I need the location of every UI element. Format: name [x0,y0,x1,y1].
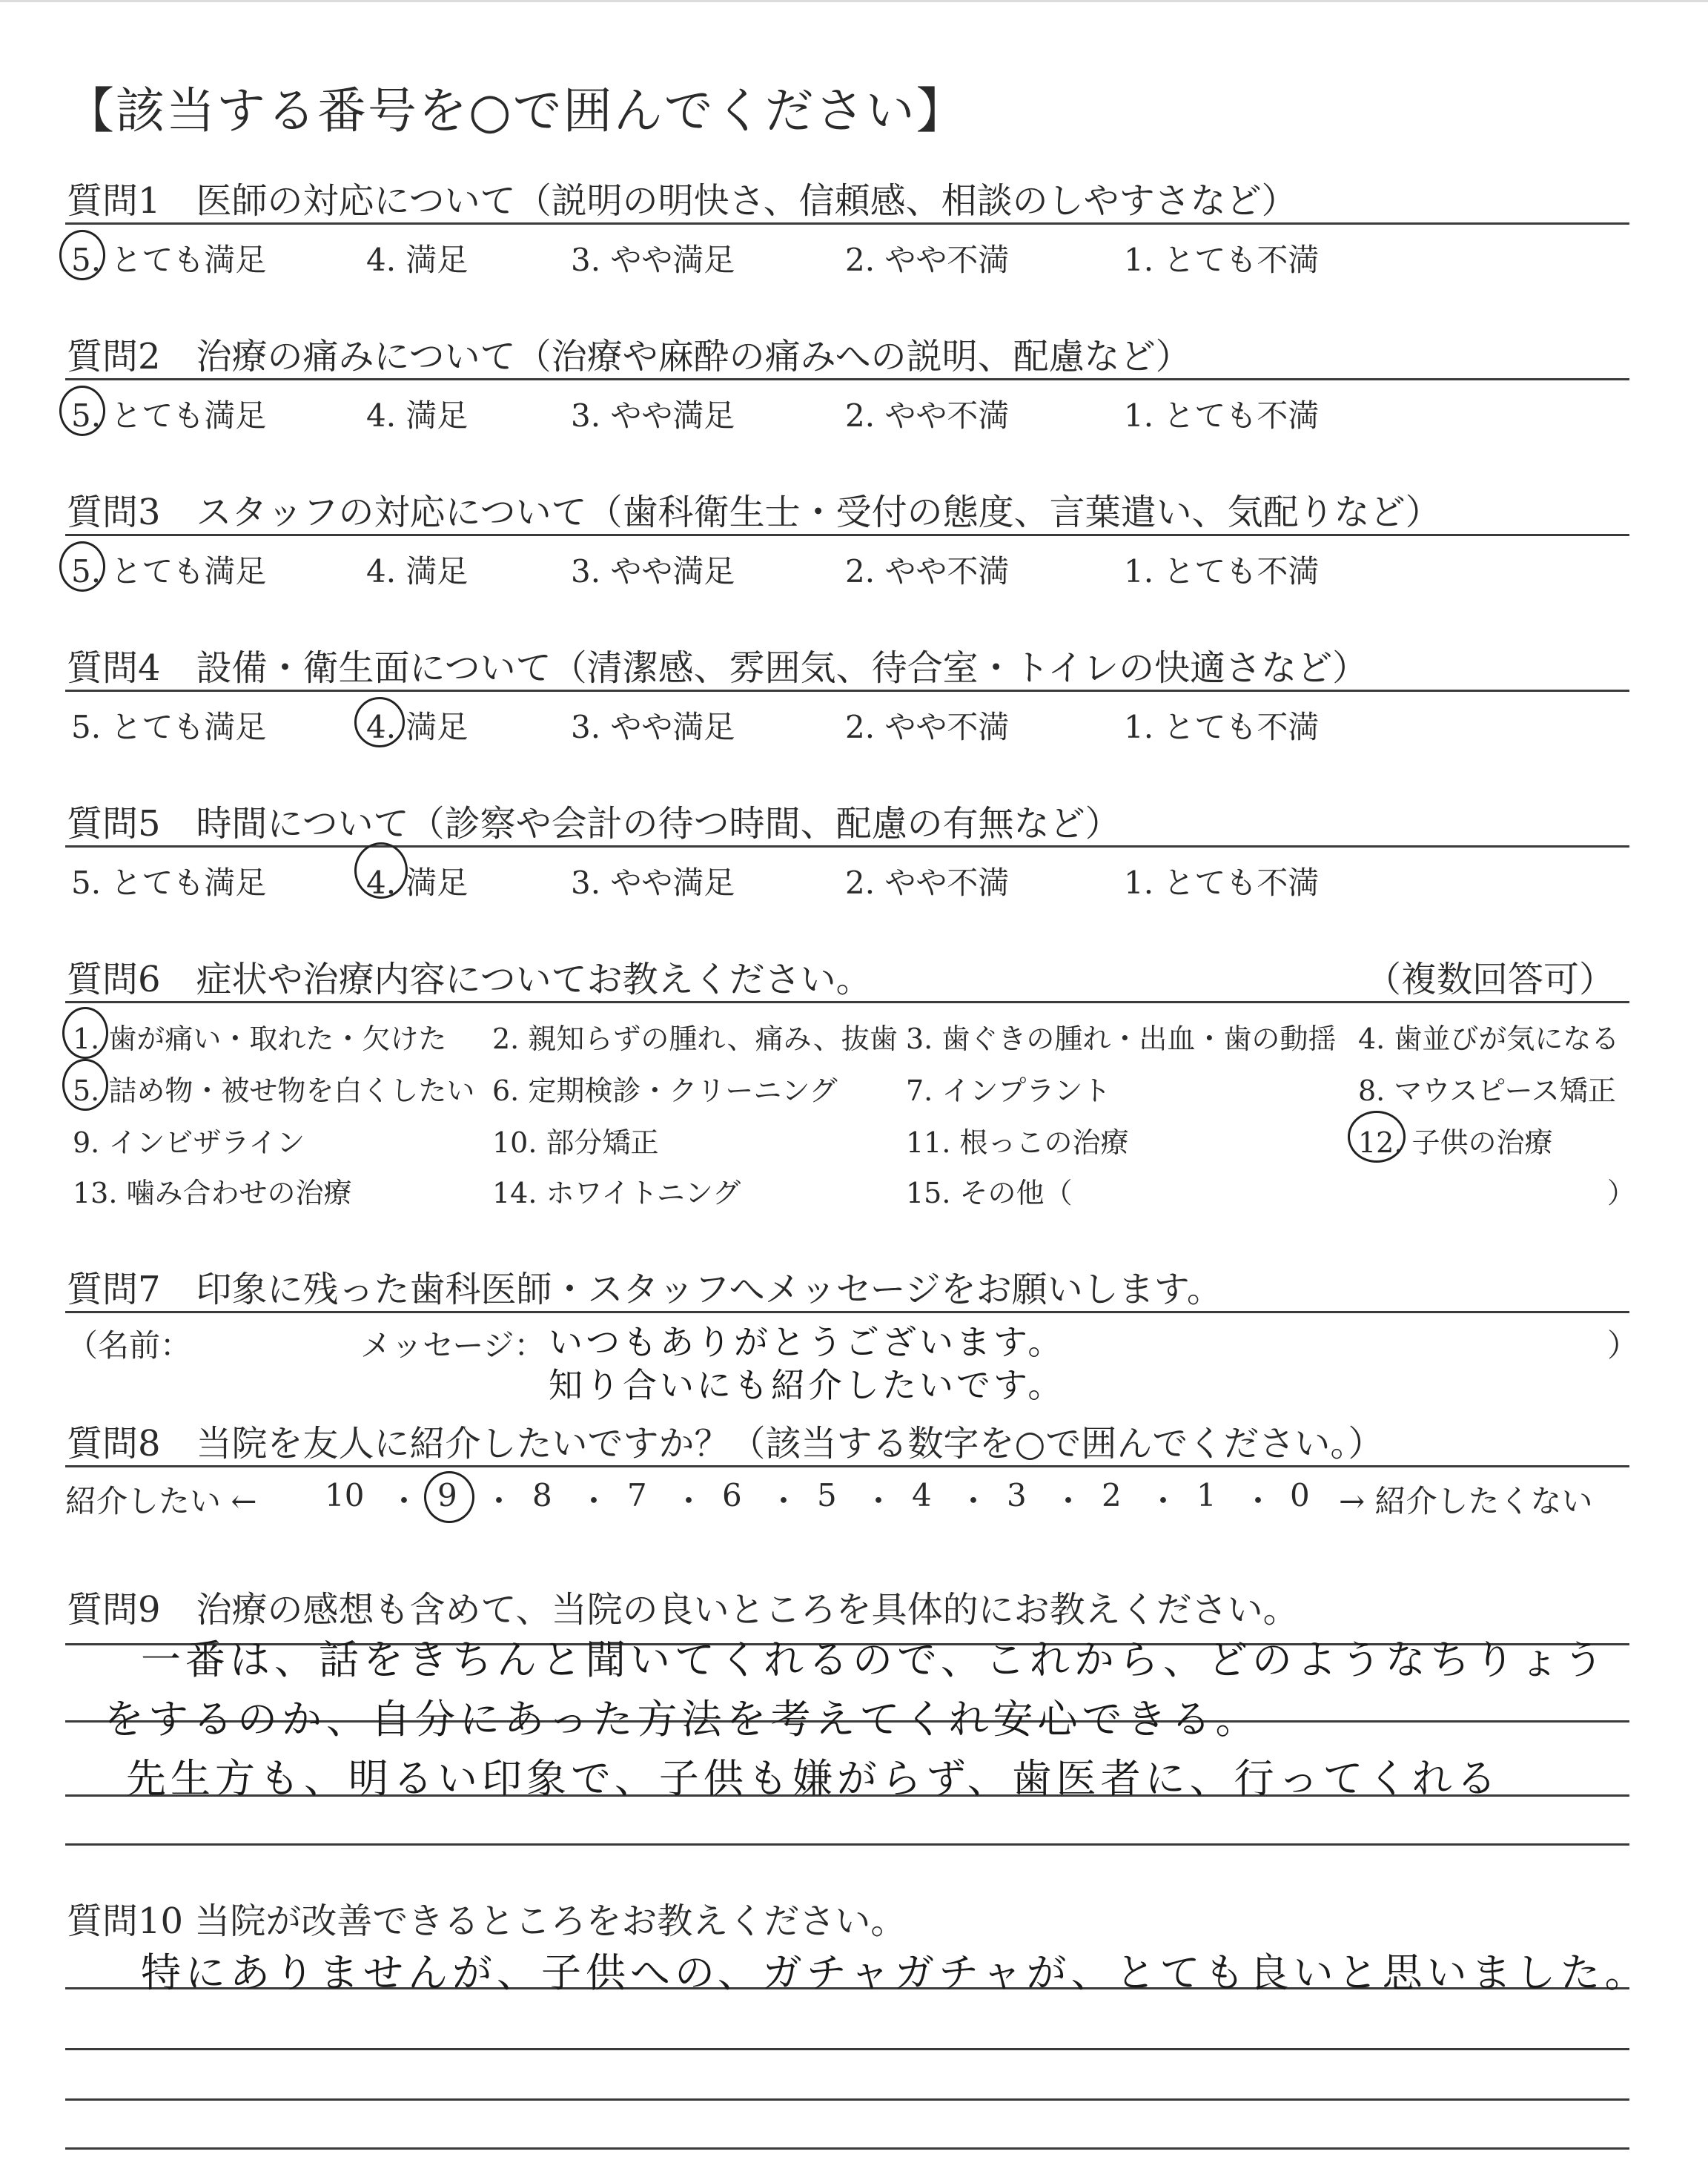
q8-number-1[interactable]: 1 [1196,1477,1217,1513]
q8-separator: ・ [388,1483,420,1519]
q8-separator: ・ [1242,1483,1274,1519]
q9-handwritten-line-2[interactable]: をするのか、自分にあった方法を考えてくれ安心できる。 [104,1696,1260,1743]
question-6-title: 質問6 症状や治療内容についてお教えください。 [67,959,872,1000]
q1-selection-circle [59,230,105,280]
q6-option-15[interactable]: 15. その他（ [906,1177,1073,1209]
rule [65,690,1629,692]
q2-option-5[interactable]: 5. とても満足 [71,397,267,434]
question-3-title: 質問3 スタッフの対応について（歯科衛生士・受付の態度、言葉遣い、気配りなど） [67,492,1441,533]
q8-number-9[interactable]: 9 [437,1477,457,1513]
q3-option-2[interactable]: 2. やや不満 [845,553,1010,589]
q6-option-1-circle [62,1007,108,1059]
q5-option-3[interactable]: 3. やや満足 [571,865,735,901]
q6-option-11[interactable]: 11. 根っこの治療 [906,1126,1129,1159]
q8-separator: ・ [483,1483,515,1519]
q8-separator: ・ [1053,1483,1085,1519]
question-1-title: 質問1 医師の対応について（説明の明快さ、信頼感、相談のしやすさなど） [67,180,1297,222]
q8-selection-circle [424,1471,474,1523]
q6-option-10[interactable]: 10. 部分矯正 [492,1126,659,1159]
q6-option-12-circle [1348,1111,1406,1163]
q9-handwritten-line-3[interactable]: 先生方も、明るい印象で、子供も嫌がらず、歯医者に、行ってくれる [126,1755,1501,1802]
q6-option-8[interactable]: 8. マウスピース矯正 [1358,1074,1616,1107]
message-label: メッセージ： [360,1327,546,1364]
q1-option-3[interactable]: 3. やや満足 [571,242,735,278]
q8-number-4[interactable]: 4 [912,1477,932,1513]
question-6-note: （複数回答可） [1366,959,1615,1000]
q4-selection-circle [354,697,405,747]
q5-option-4[interactable]: 4. 満足 [366,865,469,901]
q6-option-13[interactable]: 13. 噛み合わせの治療 [73,1177,352,1209]
q8-separator: ・ [768,1483,800,1519]
q4-option-2[interactable]: 2. やや不満 [845,709,1010,745]
q6-option-6[interactable]: 6. 定期検診・クリーニング [492,1074,838,1107]
q6-option-5-circle [62,1059,108,1111]
q8-number-0[interactable]: 0 [1290,1477,1310,1513]
rule [65,222,1629,225]
q4-option-4[interactable]: 4. 満足 [366,709,469,745]
q8-right-label: → 紹介したくない [1339,1483,1593,1519]
q10-handwritten-line-1[interactable]: 特にありませんが、子供への、ガチャガチャが、とても良いと思いました。 [141,1949,1649,1996]
rule [65,2048,1629,2050]
q4-option-1[interactable]: 1. とても不満 [1124,709,1320,745]
q8-number-8[interactable]: 8 [532,1477,552,1513]
q3-option-1[interactable]: 1. とても不満 [1124,553,1320,589]
rule [65,2098,1629,2101]
rule [65,845,1629,848]
q5-option-2[interactable]: 2. やや不満 [845,865,1010,901]
q2-option-2[interactable]: 2. やや不満 [845,397,1010,434]
q8-number-6[interactable]: 6 [722,1477,742,1513]
question-8-title: 質問8 当院を友人に紹介したいですか？（該当する数字を○で囲んでください。） [67,1423,1384,1464]
q4-option-3[interactable]: 3. やや満足 [571,709,735,745]
rule [65,1843,1629,1846]
rule [65,2147,1629,2150]
q3-option-3[interactable]: 3. やや満足 [571,553,735,589]
q4-option-5[interactable]: 5. とても満足 [71,709,267,745]
message-close-paren: ） [1607,1327,1639,1364]
q6-option-4[interactable]: 4. 歯並びが気になる [1358,1023,1620,1055]
q8-number-3[interactable]: 3 [1007,1477,1027,1513]
question-9-title: 質問9 治療の感想も含めて、当院の良いところを具体的にお教えください。 [67,1589,1299,1631]
question-4-title: 質問4 設備・衛生面について（清潔感、雰囲気、待合室・トイレの快適さなど） [67,647,1368,689]
q1-option-4[interactable]: 4. 満足 [366,242,469,278]
q6-option-1[interactable]: 1. 歯が痛い・取れた・欠けた [73,1023,447,1055]
q8-number-2[interactable]: 2 [1102,1477,1122,1513]
q6-option-12[interactable]: 12. 子供の治療 [1358,1126,1553,1159]
rule [65,1001,1629,1003]
question-10-title: 質問10 当院が改善できるところをお教えください。 [67,1900,907,1942]
q8-number-7[interactable]: 7 [627,1477,647,1513]
q5-option-5[interactable]: 5. とても満足 [71,865,267,901]
q9-handwritten-line-1[interactable]: 一番は、話をきちんと聞いてくれるので、これから、どのようなちりょう [141,1636,1608,1683]
message-handwritten-line-2[interactable]: 知り合いにも紹介したいです。 [549,1365,1065,1405]
q2-option-3[interactable]: 3. やや満足 [571,397,735,434]
rule [65,378,1629,380]
q2-selection-circle [59,386,105,436]
rule [65,1465,1629,1467]
q3-option-5[interactable]: 5. とても満足 [71,553,267,589]
q1-option-2[interactable]: 2. やや不満 [845,242,1010,278]
name-label: （名前： [67,1327,192,1364]
q8-separator: ・ [673,1483,705,1519]
q3-selection-circle [59,541,105,592]
q5-option-1[interactable]: 1. とても不満 [1124,865,1320,901]
q6-option-7[interactable]: 7. インプラント [906,1074,1111,1107]
q8-separator: ・ [578,1483,610,1519]
q2-option-4[interactable]: 4. 満足 [366,397,469,434]
page-top-edge [0,0,1708,2]
message-handwritten-line-1[interactable]: いつもありがとうございます。 [549,1322,1065,1362]
q5-selection-circle [354,842,408,899]
q6-option-5[interactable]: 5. 詰め物・被せ物を白くしたい [73,1074,475,1107]
q1-option-5[interactable]: 5. とても満足 [71,242,267,278]
q8-separator: ・ [1148,1483,1179,1519]
q6-option-3[interactable]: 3. 歯ぐきの腫れ・出血・歯の動揺 [906,1023,1337,1055]
q8-left-label: 紹介したい ← [65,1483,257,1519]
q6-option-2[interactable]: 2. 親知らずの腫れ、痛み、抜歯 [492,1023,898,1055]
q8-number-10[interactable]: 10 [325,1477,365,1513]
question-7-title: 質問7 印象に残った歯科医師・スタッフへメッセージをお願いします。 [67,1269,1222,1310]
q3-option-4[interactable]: 4. 満足 [366,553,469,589]
q6-option-9[interactable]: 9. インビザライン [73,1126,305,1159]
rule [65,534,1629,536]
q1-option-1[interactable]: 1. とても不満 [1124,242,1320,278]
q8-number-5[interactable]: 5 [817,1477,837,1513]
q6-option-15-close: ） [1607,1177,1636,1209]
q2-option-1[interactable]: 1. とても不満 [1124,397,1320,434]
q8-separator: ・ [958,1483,990,1519]
q6-option-14[interactable]: 14. ホワイトニング [492,1177,741,1209]
rule [65,1311,1629,1313]
q8-separator: ・ [863,1483,895,1519]
question-2-title: 質問2 治療の痛みについて（治療や麻酔の痛みへの説明、配慮など） [67,336,1191,377]
page-title: 【該当する番号を○で囲んでください】 [65,82,967,139]
question-5-title: 質問5 時間について（診察や会計の待つ時間、配慮の有無など） [67,803,1121,845]
